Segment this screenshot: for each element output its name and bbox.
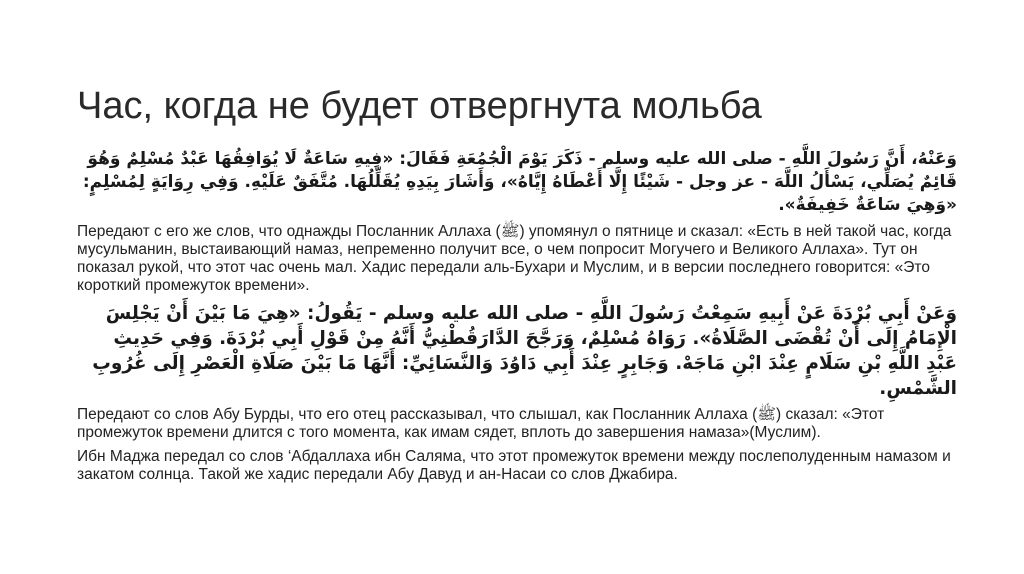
slide-body — [77, 148, 957, 490]
arabic-hadith-1: وَعَنْهُ، أَنَّ رَسُولَ اللَّهِ - صلى الله عليه وسلم - ذَكَرَ يَوْمَ الْجُمُعَةِ فَقَالَ: «فِيهِ سَاعَةٌ لَا يُوَافِقُهَا عَبْدٌ مُسْلِمٌ وَهُوَ قَائِمٌ يُصَلِّي، يَسْأَلُ اللَّهَ - عز وجل - شَيْئًا إِلَّا أَعْطَاهُ إِيَّاهُ»، وَأَشَارَ بِيَدِهِ يُقَلِّلُهَا. مُتَّفَقٌ عَلَيْهِ. وَفِي رِوَايَةٍ لِمُسْلِمٍ: «وَهِيَ سَاعَةٌ خَفِيفَةٌ». — [82, 149, 957, 215]
russian-translation-3: Ибн Маджа передал со слов ‘Абдаллаха ибн Саляма, что этот промежуток времени между послеполуденным намазом и закатом солнца. Такой же хадис передали Абу Давуд и ан-Насаи со слов Джабира. — [77, 448, 951, 483]
russian-translation-1: Передают с его же слов, что однажды Посланник Аллаха (ﷺ) упомянул о пятнице и сказал: «Есть в ней такой час, когда мусульманин, выстаивающий намаз, непременно получит все, о чем попросит Могучего и Великого Аллаха». Тут он показал рукой, что этот час очень мал. Хадис передали аль-Бухари и Муслим, и в версии последнего говорится: «Это короткий промежуток времени». — [77, 223, 952, 294]
slide-title: Час, когда не будет отвергнута мольба — [77, 85, 762, 128]
arabic-hadith-2: وَعَنْ أَبِي بُرْدَةَ عَنْ أَبِيهِ سَمِعْتُ رَسُولَ اللَّهِ - صلى الله عليه وسلم - يَقُولُ: «هِيَ مَا بَيْنَ أَنْ يَجْلِسَ الْإِمَامُ إِلَى أَنْ تُقْضَى الصَّلَاةُ». رَوَاهُ مُسْلِمٌ، وَرَجَّحَ الدَّارَقُطْنِيُّ أَنَّهُ مِنْ قَوْلِ أَبِي بُرْدَةَ. وَفِي حَدِيثِ عَبْدِ اللَّهِ بْنِ سَلَامٍ عِنْدَ ابْنِ مَاجَهْ. وَجَابِرٍ عِنْدَ أَبِي دَاوُدَ وَالنَّسَائِيِّ: أَنَّهَا مَا بَيْنَ صَلَاةِ الْعَصْرِ إِلَى غُرُوبِ الشَّمْسِ. — [92, 303, 957, 399]
russian-translation-2: Передают со слов Абу Бурды, что его отец рассказывал, что слышал, как Посланник Аллаха (ﷺ) сказал: «Этот промежуток времени длится с того момента, как имам сядет, вплоть до завершения намаза»(Муслим). — [77, 406, 885, 441]
